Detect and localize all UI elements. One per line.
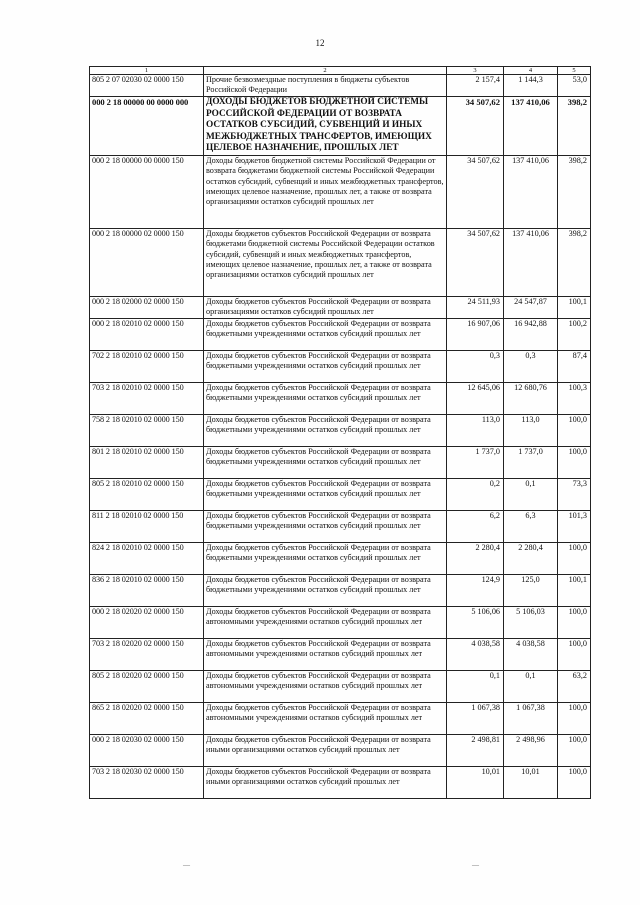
row-description: Доходы бюджетов субъектов Российской Федерации от возврата бюджетными учреждениями остатков субсидий прошлых лет: [204, 414, 447, 446]
actual-amount: 137 410,06: [504, 97, 558, 156]
actual-amount: 1 144,3: [504, 75, 558, 97]
budget-code: 703 2 18 02010 02 0000 150: [90, 382, 204, 414]
budget-table: [89, 66, 591, 799]
actual-amount: 4 038,58: [504, 638, 558, 670]
row-description: Доходы бюджетов субъектов Российской Федерации от возврата автономными учреждениями остатков субсидий прошлых лет: [204, 670, 447, 702]
column-number: 5: [558, 67, 591, 75]
planned-amount: 34 507,62: [447, 228, 504, 296]
execution-percent: 100,1: [558, 574, 591, 606]
row-description: Доходы бюджетов субъектов Российской Федерации от возврата бюджетными учреждениями остатков субсидий прошлых лет: [204, 478, 447, 510]
planned-amount: 113,0: [447, 414, 504, 446]
row-description: Доходы бюджетов субъектов Российской Федерации от возврата бюджетными учреждениями остатков субсидий прошлых лет: [204, 446, 447, 478]
planned-amount: 2 498,81: [447, 734, 504, 766]
budget-code: 836 2 18 02010 02 0000 150: [90, 574, 204, 606]
actual-amount: 125,0: [504, 574, 558, 606]
budget-code: 801 2 18 02010 02 0000 150: [90, 446, 204, 478]
table-row: [90, 155, 591, 228]
column-number: 1: [90, 67, 204, 75]
planned-amount: 34 507,62: [447, 97, 504, 156]
row-description: Доходы бюджетов субъектов Российской Федерации от возврата бюджетными учреждениями остатков субсидий прошлых лет: [204, 574, 447, 606]
footer-mark: —: [472, 861, 479, 869]
page-number: 12: [315, 38, 325, 48]
actual-amount: 0,1: [504, 478, 558, 510]
budget-code: 000 2 18 02000 02 0000 150: [90, 296, 204, 318]
planned-amount: 2 280,4: [447, 542, 504, 574]
row-description: Доходы бюджетов субъектов Российской Федерации от возврата бюджетными учреждениями остатков субсидий прошлых лет: [204, 382, 447, 414]
planned-amount: 6,2: [447, 510, 504, 542]
row-description: Доходы бюджетов субъектов Российской Федерации от возврата автономными учреждениями остатков субсидий прошлых лет: [204, 702, 447, 734]
table-row: [90, 766, 591, 798]
planned-amount: 24 511,93: [447, 296, 504, 318]
column-number: 2: [204, 67, 447, 75]
row-description: Доходы бюджетов субъектов Российской Федерации от возврата бюджетными учреждениями остатков субсидий прошлых лет: [204, 350, 447, 382]
planned-amount: 34 507,62: [447, 155, 504, 228]
planned-amount: 10,01: [447, 766, 504, 798]
table-row: [90, 510, 591, 542]
row-description: ДОХОДЫ БЮДЖЕТОВ БЮДЖЕТНОЙ СИСТЕМЫ РОССИЙСКОЙ ФЕДЕРАЦИИ ОТ ВОЗВРАТА ОСТАТКОВ СУБСИДИЙ, СУБВЕНЦИЙ И ИНЫХ МЕЖБЮДЖЕТНЫХ ТРАНСФЕРТОВ, ИМЕЮЩИХ ЦЕЛЕВОЕ НАЗНАЧЕНИЕ, ПРОШЛЫХ ЛЕТ: [204, 97, 447, 156]
actual-amount: 16 942,88: [504, 318, 558, 350]
table-row: [90, 638, 591, 670]
actual-amount: 0,3: [504, 350, 558, 382]
planned-amount: 0,3: [447, 350, 504, 382]
planned-amount: 0,2: [447, 478, 504, 510]
row-description: Доходы бюджетов субъектов Российской Федерации от возврата бюджетными учреждениями остатков субсидий прошлых лет: [204, 510, 447, 542]
budget-code: 000 2 18 00000 02 0000 150: [90, 228, 204, 296]
row-description: Доходы бюджетов субъектов Российской Федерации от возврата бюджетными учреждениями остатков субсидий прошлых лет: [204, 318, 447, 350]
execution-percent: 100,3: [558, 382, 591, 414]
budget-code: 758 2 18 02010 02 0000 150: [90, 414, 204, 446]
actual-amount: 137 410,06: [504, 228, 558, 296]
table-row: [90, 414, 591, 446]
execution-percent: 87,4: [558, 350, 591, 382]
row-description: Доходы бюджетов субъектов Российской Федерации от возврата автономными учреждениями остатков субсидий прошлых лет: [204, 638, 447, 670]
table-row: [90, 478, 591, 510]
planned-amount: 4 038,58: [447, 638, 504, 670]
execution-percent: 398,2: [558, 155, 591, 228]
planned-amount: 16 907,06: [447, 318, 504, 350]
budget-code: 703 2 18 02020 02 0000 150: [90, 638, 204, 670]
table-row: [90, 702, 591, 734]
actual-amount: 2 498,96: [504, 734, 558, 766]
footer-mark: —: [183, 861, 190, 869]
table-row: [90, 318, 591, 350]
execution-percent: 100,1: [558, 296, 591, 318]
budget-code: 865 2 18 02020 02 0000 150: [90, 702, 204, 734]
planned-amount: 124,9: [447, 574, 504, 606]
actual-amount: 5 106,03: [504, 606, 558, 638]
budget-code: 824 2 18 02010 02 0000 150: [90, 542, 204, 574]
actual-amount: 1 737,0: [504, 446, 558, 478]
budget-code: 000 2 18 02010 02 0000 150: [90, 318, 204, 350]
budget-code: 000 2 18 00000 00 0000 000: [90, 97, 204, 156]
budget-code: 000 2 18 02020 02 0000 150: [90, 606, 204, 638]
execution-percent: 100,0: [558, 414, 591, 446]
budget-code: 805 2 07 02030 02 0000 150: [90, 75, 204, 97]
actual-amount: 2 280,4: [504, 542, 558, 574]
actual-amount: 1 067,38: [504, 702, 558, 734]
execution-percent: 73,3: [558, 478, 591, 510]
actual-amount: 10,01: [504, 766, 558, 798]
actual-amount: 12 680,76: [504, 382, 558, 414]
table-row: [90, 97, 591, 156]
row-description: Доходы бюджетов бюджетной системы Российской Федерации от возврата бюджетами бюджетной системы Российской Федерации остатков субсидий, субвенций и иных межбюджетных трансфертов, имеющих целевое назначение, прошлых лет, а также от возврата организациями остатков субсидий прошлых лет: [204, 155, 447, 228]
actual-amount: 0,1: [504, 670, 558, 702]
budget-code: 805 2 18 02020 02 0000 150: [90, 670, 204, 702]
budget-code: 811 2 18 02010 02 0000 150: [90, 510, 204, 542]
budget-code: 000 2 18 00000 00 0000 150: [90, 155, 204, 228]
column-number: 3: [447, 67, 504, 75]
actual-amount: 137 410,06: [504, 155, 558, 228]
execution-percent: 100,2: [558, 318, 591, 350]
execution-percent: 53,0: [558, 75, 591, 97]
row-description: Доходы бюджетов субъектов Российской Федерации от возврата организациями остатков субсидий прошлых лет: [204, 296, 447, 318]
row-description: Доходы бюджетов субъектов Российской Федерации от возврата иными организациями остатков субсидий прошлых лет: [204, 734, 447, 766]
row-description: Доходы бюджетов субъектов Российской Федерации от возврата бюджетами бюджетной системы Российской Федерации остатков субсидий, субвенций и иных межбюджетных трансфертов, имеющих целевое назначение, прошлых лет, а также от возврата организациями остатков субсидий прошлых лет: [204, 228, 447, 296]
planned-amount: 0,1: [447, 670, 504, 702]
actual-amount: 113,0: [504, 414, 558, 446]
execution-percent: 100,0: [558, 606, 591, 638]
table-row: [90, 734, 591, 766]
table-row: [90, 670, 591, 702]
budget-code: 805 2 18 02010 02 0000 150: [90, 478, 204, 510]
execution-percent: 101,3: [558, 510, 591, 542]
actual-amount: 24 547,87: [504, 296, 558, 318]
execution-percent: 100,0: [558, 702, 591, 734]
planned-amount: 2 157,4: [447, 75, 504, 97]
execution-percent: 398,2: [558, 228, 591, 296]
table-row: [90, 542, 591, 574]
table-row: [90, 446, 591, 478]
execution-percent: 100,0: [558, 542, 591, 574]
table-row: [90, 296, 591, 318]
table-row: [90, 228, 591, 296]
row-description: Прочие безвозмездные поступления в бюджеты субъектов Российской Федерации: [204, 75, 447, 97]
column-number: 4: [504, 67, 558, 75]
planned-amount: 1 737,0: [447, 446, 504, 478]
row-description: Доходы бюджетов субъектов Российской Федерации от возврата автономными учреждениями остатков субсидий прошлых лет: [204, 606, 447, 638]
row-description: Доходы бюджетов субъектов Российской Федерации от возврата иными организациями остатков субсидий прошлых лет: [204, 766, 447, 798]
execution-percent: 100,0: [558, 638, 591, 670]
execution-percent: 100,0: [558, 766, 591, 798]
budget-code: 702 2 18 02010 02 0000 150: [90, 350, 204, 382]
execution-percent: 100,0: [558, 734, 591, 766]
planned-amount: 5 106,06: [447, 606, 504, 638]
table-row: [90, 606, 591, 638]
table-row: [90, 382, 591, 414]
budget-code: 000 2 18 02030 02 0000 150: [90, 734, 204, 766]
planned-amount: 12 645,06: [447, 382, 504, 414]
row-description: Доходы бюджетов субъектов Российской Федерации от возврата бюджетными учреждениями остатков субсидий прошлых лет: [204, 542, 447, 574]
table-row: [90, 350, 591, 382]
execution-percent: 100,0: [558, 446, 591, 478]
table-row: [90, 574, 591, 606]
planned-amount: 1 067,38: [447, 702, 504, 734]
actual-amount: 6,3: [504, 510, 558, 542]
table-row: [90, 75, 591, 97]
execution-percent: 63,2: [558, 670, 591, 702]
column-number-row: [90, 67, 591, 75]
execution-percent: 398,2: [558, 97, 591, 156]
budget-code: 703 2 18 02030 02 0000 150: [90, 766, 204, 798]
